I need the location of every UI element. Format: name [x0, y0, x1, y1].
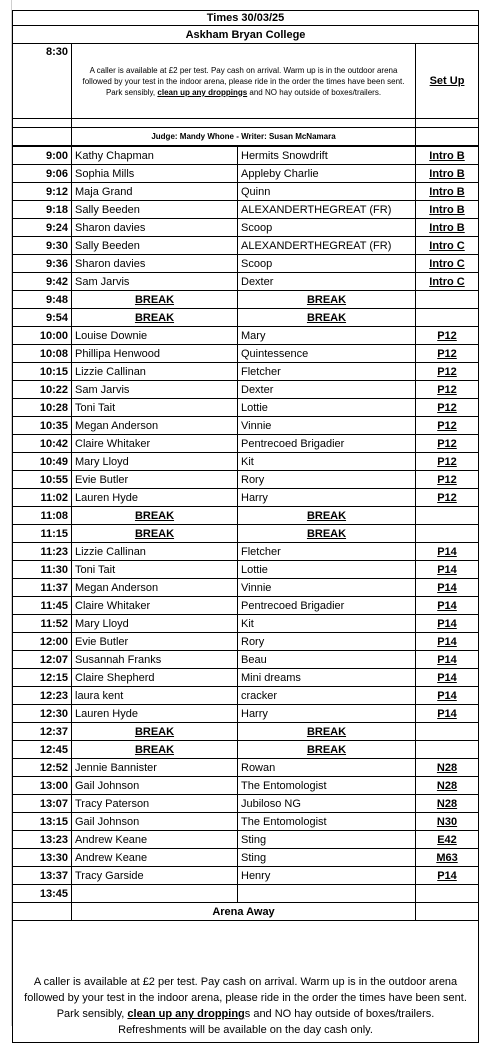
entry-row	[13, 146, 479, 165]
blank-cell	[13, 903, 72, 921]
time-cell: 11:30	[13, 561, 72, 579]
break-row	[13, 309, 479, 327]
rider-cell: Lauren Hyde	[72, 489, 238, 507]
horse-cell: Vinnie	[238, 417, 416, 435]
spacer-cell	[13, 119, 72, 128]
horse-cell: Lottie	[238, 561, 416, 579]
spacer-cell	[72, 119, 416, 128]
rider-cell: Kathy Chapman	[72, 146, 238, 165]
arena-away: Arena Away	[72, 903, 416, 921]
horse-cell: cracker	[238, 687, 416, 705]
time-cell: 13:45	[13, 885, 72, 903]
test-cell: N28	[416, 777, 479, 795]
entry-row	[13, 543, 479, 561]
rider-cell: Evie Butler	[72, 471, 238, 489]
horse-cell: Jubiloso NG	[238, 795, 416, 813]
rider-cell: Sally Beeden	[72, 201, 238, 219]
footer-notice	[13, 921, 479, 1043]
test-cell	[416, 525, 479, 543]
test-cell: P12	[416, 381, 479, 399]
entry-row	[13, 381, 479, 399]
entry-row	[13, 615, 479, 633]
entry-row	[13, 795, 479, 813]
entry-row	[13, 165, 479, 183]
time-cell: 10:42	[13, 435, 72, 453]
blank-cell	[416, 903, 479, 921]
break-row	[13, 723, 479, 741]
rider-cell: Susannah Franks	[72, 651, 238, 669]
break-label: BREAK	[72, 723, 238, 741]
notice-park: Park sensibly,	[105, 87, 158, 97]
rider-cell: Sharon davies	[72, 219, 238, 237]
time-cell: 10:00	[13, 327, 72, 345]
rider-cell: Phillipa Henwood	[72, 345, 238, 363]
test-cell: P14	[416, 633, 479, 651]
footer-refreshments: Refreshments will be available on the day cash only.	[118, 1024, 373, 1036]
judge-writer: Judge: Mandy Whone - Writer: Susan McNamara	[72, 128, 416, 147]
horse-cell: Sting	[238, 849, 416, 867]
entry-row	[13, 201, 479, 219]
entry-row	[13, 867, 479, 885]
entry-row	[13, 399, 479, 417]
test-cell: P14	[416, 615, 479, 633]
test-cell: P14	[416, 543, 479, 561]
entry-row	[13, 417, 479, 435]
first-time: 8:30	[13, 44, 72, 119]
test-cell	[416, 291, 479, 309]
horse-cell: Hermits Snowdrift	[238, 146, 416, 165]
time-cell: 10:15	[13, 363, 72, 381]
time-cell: 9:00	[13, 146, 72, 165]
entry-row	[13, 327, 479, 345]
entry-row	[13, 633, 479, 651]
time-cell: 11:08	[13, 507, 72, 525]
notice	[72, 44, 416, 119]
test-cell: N30	[416, 813, 479, 831]
horse-cell: Mini dreams	[238, 669, 416, 687]
rider-cell: Mary Lloyd	[72, 453, 238, 471]
time-cell: 10:08	[13, 345, 72, 363]
break-label: BREAK	[238, 291, 416, 309]
horse-cell: Pentrecoed Brigadier	[238, 435, 416, 453]
entry-row	[13, 489, 479, 507]
time-cell: 9:30	[13, 237, 72, 255]
entry-row	[13, 273, 479, 291]
arena-away-row	[13, 903, 479, 921]
time-cell: 9:54	[13, 309, 72, 327]
test-cell	[416, 309, 479, 327]
time-cell: 10:35	[13, 417, 72, 435]
test-cell: Intro C	[416, 237, 479, 255]
break-label: BREAK	[238, 525, 416, 543]
time-cell: 9:18	[13, 201, 72, 219]
entry-row	[13, 813, 479, 831]
time-cell: 13:15	[13, 813, 72, 831]
time-cell: 11:02	[13, 489, 72, 507]
test-cell: P12	[416, 417, 479, 435]
horse-cell: Harry	[238, 705, 416, 723]
test-cell: P14	[416, 651, 479, 669]
time-cell: 13:37	[13, 867, 72, 885]
time-cell: 12:00	[13, 633, 72, 651]
time-cell: 9:42	[13, 273, 72, 291]
test-cell: Intro B	[416, 165, 479, 183]
horse-cell: Fletcher	[238, 363, 416, 381]
time-cell: 10:55	[13, 471, 72, 489]
spacer-cell	[416, 119, 479, 128]
test-cell: Intro C	[416, 255, 479, 273]
entry-row	[13, 345, 479, 363]
test-cell	[416, 723, 479, 741]
time-cell: 12:23	[13, 687, 72, 705]
rider-cell: Louise Downie	[72, 327, 238, 345]
time-cell: 13:00	[13, 777, 72, 795]
time-cell: 10:49	[13, 453, 72, 471]
horse-cell: Scoop	[238, 219, 416, 237]
rider-cell: Maja Grand	[72, 183, 238, 201]
rider-cell: Sam Jarvis	[72, 273, 238, 291]
horse-cell	[238, 885, 416, 903]
venue-name: Askham Bryan College	[13, 26, 479, 44]
horse-cell: Henry	[238, 867, 416, 885]
entry-row	[13, 849, 479, 867]
time-cell: 11:15	[13, 525, 72, 543]
time-cell: 12:45	[13, 741, 72, 759]
notice-clean: clean up any droppings	[157, 87, 248, 97]
rider-cell: Jennie Bannister	[72, 759, 238, 777]
rider-cell: Lizzie Callinan	[72, 543, 238, 561]
test-cell: P14	[416, 579, 479, 597]
entry-row	[13, 561, 479, 579]
rider-cell: Tracy Garside	[72, 867, 238, 885]
break-row	[13, 525, 479, 543]
time-cell: 9:24	[13, 219, 72, 237]
entry-row	[13, 363, 479, 381]
break-row	[13, 291, 479, 309]
entry-row	[13, 705, 479, 723]
time-cell: 9:36	[13, 255, 72, 273]
test-cell: P14	[416, 687, 479, 705]
horse-cell: Pentrecoed Brigadier	[238, 597, 416, 615]
entry-row	[13, 471, 479, 489]
time-cell: 11:45	[13, 597, 72, 615]
test-cell: Intro B	[416, 201, 479, 219]
entry-row	[13, 219, 479, 237]
horse-cell: Harry	[238, 489, 416, 507]
test-cell: P12	[416, 327, 479, 345]
footer-clean: clean up any dropping	[127, 1008, 245, 1020]
horse-cell: Rowan	[238, 759, 416, 777]
rider-cell: Gail Johnson	[72, 813, 238, 831]
rider-cell: Andrew Keane	[72, 831, 238, 849]
time-cell: 12:07	[13, 651, 72, 669]
test-cell: P14	[416, 597, 479, 615]
entry-row	[13, 651, 479, 669]
setup-header: Set Up	[416, 44, 479, 119]
rider-cell: Megan Anderson	[72, 417, 238, 435]
rider-cell: Sharon davies	[72, 255, 238, 273]
test-cell: Intro C	[416, 273, 479, 291]
test-cell: P12	[416, 345, 479, 363]
horse-cell: The Entomologist	[238, 777, 416, 795]
rider-cell: Toni Tait	[72, 561, 238, 579]
test-cell	[416, 507, 479, 525]
horse-cell: Scoop	[238, 255, 416, 273]
test-cell: E42	[416, 831, 479, 849]
test-cell: N28	[416, 759, 479, 777]
time-cell: 10:28	[13, 399, 72, 417]
entry-row	[13, 885, 479, 903]
rider-cell	[72, 885, 238, 903]
notice-tail: and NO hay outside of boxes/trailers.	[247, 87, 382, 97]
break-label: BREAK	[238, 309, 416, 327]
horse-cell: Kit	[238, 453, 416, 471]
rider-cell: Gail Johnson	[72, 777, 238, 795]
rider-cell: Claire Shepherd	[72, 669, 238, 687]
horse-cell: The Entomologist	[238, 813, 416, 831]
test-cell: P14	[416, 705, 479, 723]
break-label: BREAK	[72, 525, 238, 543]
test-cell	[416, 885, 479, 903]
rider-cell: Evie Butler	[72, 633, 238, 651]
test-cell: Intro B	[416, 219, 479, 237]
time-cell: 9:12	[13, 183, 72, 201]
test-cell: P12	[416, 399, 479, 417]
time-cell: 11:52	[13, 615, 72, 633]
footer-row	[13, 921, 479, 1043]
break-label: BREAK	[72, 291, 238, 309]
test-cell: P12	[416, 435, 479, 453]
horse-cell: Kit	[238, 615, 416, 633]
horse-cell: ALEXANDERTHEGREAT (FR)	[238, 201, 416, 219]
test-cell: Intro B	[416, 146, 479, 165]
time-cell: 12:52	[13, 759, 72, 777]
time-cell: 10:22	[13, 381, 72, 399]
notice-text: A caller is available at £2 per test. Pay cash on arrival. Warm up is in the outdoor arena followed by your test in the indoor arena, please ride in the order the times have been sent.	[82, 65, 405, 86]
test-cell: P12	[416, 489, 479, 507]
footer-text: A caller is available at £2 per test. Pay cash on arrival. Warm up is in the outdoor arena followed by your test in the indoor arena, please ride in the order the times have been sent.	[24, 976, 467, 1004]
horse-cell: ALEXANDERTHEGREAT (FR)	[238, 237, 416, 255]
time-cell: 11:37	[13, 579, 72, 597]
test-cell: N28	[416, 795, 479, 813]
entry-row	[13, 579, 479, 597]
entry-row	[13, 669, 479, 687]
test-cell: M63	[416, 849, 479, 867]
rider-cell: Andrew Keane	[72, 849, 238, 867]
horse-cell: Rory	[238, 471, 416, 489]
break-row	[13, 741, 479, 759]
time-cell: 9:06	[13, 165, 72, 183]
rider-cell: Lizzie Callinan	[72, 363, 238, 381]
horse-cell: Mary	[238, 327, 416, 345]
test-cell: P14	[416, 561, 479, 579]
sheet-title: Times 30/03/25	[13, 11, 479, 26]
rider-cell: Toni Tait	[72, 399, 238, 417]
rider-cell: Mary Lloyd	[72, 615, 238, 633]
test-cell: P14	[416, 867, 479, 885]
test-cell: P12	[416, 471, 479, 489]
horse-cell: Beau	[238, 651, 416, 669]
entry-row	[13, 687, 479, 705]
time-cell: 13:23	[13, 831, 72, 849]
time-cell: 13:07	[13, 795, 72, 813]
entry-row	[13, 183, 479, 201]
rider-cell: Sally Beeden	[72, 237, 238, 255]
entry-row	[13, 255, 479, 273]
time-cell: 11:23	[13, 543, 72, 561]
test-cell: P12	[416, 363, 479, 381]
time-cell: 9:48	[13, 291, 72, 309]
test-cell: P14	[416, 669, 479, 687]
horse-cell: Rory	[238, 633, 416, 651]
break-label: BREAK	[238, 723, 416, 741]
rider-cell: Sam Jarvis	[72, 381, 238, 399]
horse-cell: Quintessence	[238, 345, 416, 363]
rider-cell: Lauren Hyde	[72, 705, 238, 723]
times-table	[12, 10, 479, 1043]
entry-row	[13, 777, 479, 795]
horse-cell: Fletcher	[238, 543, 416, 561]
break-label: BREAK	[72, 507, 238, 525]
break-label: BREAK	[72, 309, 238, 327]
judge-blank	[416, 128, 479, 147]
rider-cell: laura kent	[72, 687, 238, 705]
rider-cell: Sophia Mills	[72, 165, 238, 183]
horse-cell: Sting	[238, 831, 416, 849]
test-cell	[416, 741, 479, 759]
break-row	[13, 507, 479, 525]
rider-cell: Tracy Paterson	[72, 795, 238, 813]
entry-row	[13, 597, 479, 615]
footer-park: Park sensibly,	[56, 1008, 128, 1020]
time-cell: 12:15	[13, 669, 72, 687]
time-cell: 12:30	[13, 705, 72, 723]
horse-cell: Quinn	[238, 183, 416, 201]
rider-cell: Megan Anderson	[72, 579, 238, 597]
break-label: BREAK	[238, 507, 416, 525]
entry-row	[13, 831, 479, 849]
horse-cell: Dexter	[238, 273, 416, 291]
entry-row	[13, 237, 479, 255]
time-cell: 13:30	[13, 849, 72, 867]
test-cell: Intro B	[416, 183, 479, 201]
rider-cell: Claire Whitaker	[72, 435, 238, 453]
judge-blank	[13, 128, 72, 147]
entry-row	[13, 453, 479, 471]
horse-cell: Dexter	[238, 381, 416, 399]
horse-cell: Appleby Charlie	[238, 165, 416, 183]
rider-cell: Claire Whitaker	[72, 597, 238, 615]
break-label: BREAK	[238, 741, 416, 759]
entry-row	[13, 759, 479, 777]
horse-cell: Lottie	[238, 399, 416, 417]
test-cell: P12	[416, 453, 479, 471]
footer-tail: s and NO hay outside of boxes/trailers.	[244, 1008, 435, 1020]
entry-row	[13, 435, 479, 453]
horse-cell: Vinnie	[238, 579, 416, 597]
break-label: BREAK	[72, 741, 238, 759]
time-cell: 12:37	[13, 723, 72, 741]
